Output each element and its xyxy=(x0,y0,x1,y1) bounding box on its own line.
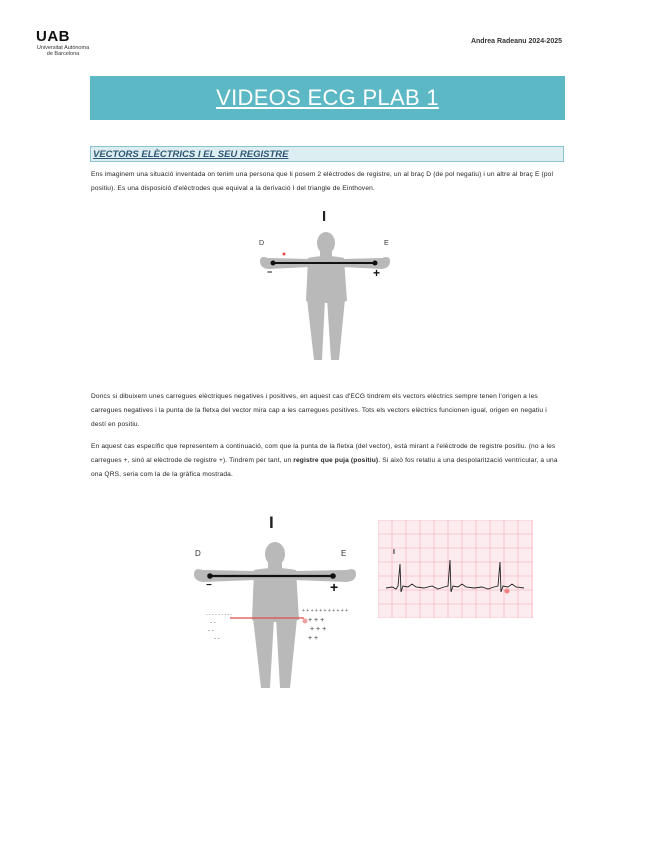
svg-text:+ + +: + + + xyxy=(308,617,325,624)
lead-label: I xyxy=(322,208,327,225)
uab-logo xyxy=(36,28,90,57)
positive-sign: + xyxy=(330,579,339,595)
logo-text: UAB xyxy=(36,28,70,45)
vector-tip-marker xyxy=(303,619,308,624)
left-arm-label: D xyxy=(259,240,265,247)
svg-text:- -: - - xyxy=(214,636,220,642)
ecg-marker xyxy=(505,589,510,594)
paragraph-3-bold: registre que puja (positiu) xyxy=(293,457,379,464)
svg-text:+ +: + + xyxy=(308,635,319,642)
body-silhouette xyxy=(260,232,390,360)
positive-electrode xyxy=(330,573,336,579)
paragraph-3-text: En aquest cas específic que representem a continuació, com que la punta de la fletxa (del vector), està mirant a l'elèctrode de registre positiu. (no a les carregues +, sinó al elèctrode de registre +). Tindrem per tant, un xyxy=(91,443,556,464)
positive-electrode xyxy=(373,261,378,266)
svg-text:- -: - - xyxy=(210,620,216,626)
red-mark xyxy=(283,253,286,256)
negative-charge-cloud xyxy=(208,620,220,642)
paragraph-3 xyxy=(91,440,561,482)
ecg-strip xyxy=(378,520,533,618)
author-header: Andrea Radeanu 2024-2025 xyxy=(470,38,562,45)
svg-text:+ + +: + + + xyxy=(310,626,327,633)
negative-charges: - - - - - - - - - xyxy=(206,612,233,618)
left-arm-label: D xyxy=(195,549,201,558)
logo-subtitle: Universitat Autònoma de Barcelona xyxy=(36,45,90,57)
body-diagram-1 xyxy=(250,205,400,370)
positive-charge-cloud xyxy=(308,617,326,642)
paragraph-3-end: . Si això fos relatiu a una despolarització ventricular, a una ona QRS, seria com la de la gràfica mostrada. xyxy=(91,457,558,478)
svg-text:- -: - - xyxy=(208,628,214,634)
negative-sign: − xyxy=(267,267,273,277)
paragraph-2: Doncs si dibuixem unes carregues elèctriques negatives i positives, en aquest cas d'ECG tindrem els vectors elèctrics sempre tenen l'origen a les carregues negatives i la punta de la fletxa del vector mira cap a les carregues positives. Tots els vectors elèctrics funcionen igual, origen en negatiu i destí en positiu. xyxy=(91,393,547,428)
positive-sign: + xyxy=(373,266,381,280)
negative-electrode xyxy=(271,261,276,266)
negative-sign: − xyxy=(206,580,212,591)
positive-charges: + + + + + + + + + + + xyxy=(302,608,349,614)
negative-electrode xyxy=(207,573,213,579)
paragraph-1: Ens imaginem una situació inventada on tenim una persona que li posem 2 elèctrodes de registre, un al braç D (de pol negatiu) i un altre al braç E (pol positiu). Es una disposició d'elèctrodes que equival a la derivació I del triangle de Einthoven. xyxy=(91,171,554,192)
lead-label: I xyxy=(269,513,274,532)
ecg-lead-label: I xyxy=(393,549,395,556)
section-heading: VECTORS ELÈCTRICS I EL SEU REGISTRE xyxy=(90,146,564,162)
title-banner xyxy=(90,76,565,120)
right-arm-label: E xyxy=(341,549,347,558)
page-title: VIDEOS ECG PLAB 1 xyxy=(216,85,439,110)
right-arm-label: E xyxy=(384,240,389,247)
body-diagram-2 xyxy=(190,510,360,700)
